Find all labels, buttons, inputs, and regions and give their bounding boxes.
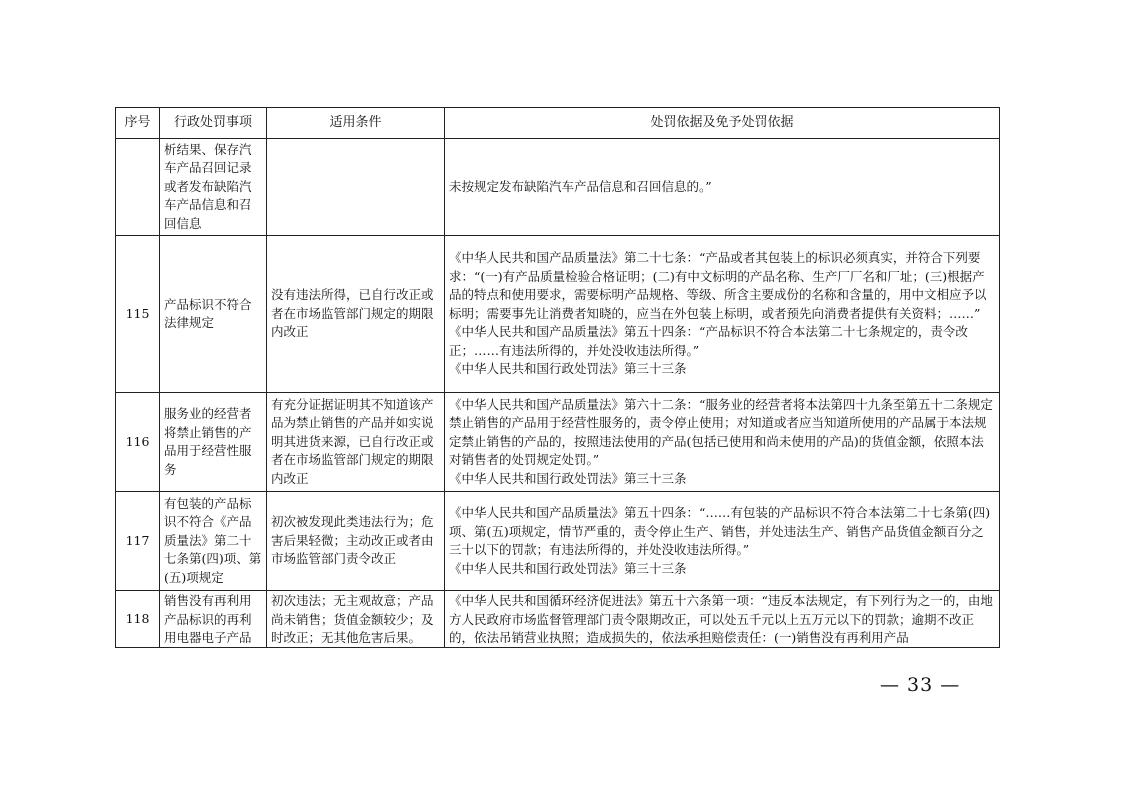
- header-penalty-item: 行政处罚事项: [160, 108, 267, 139]
- row-item: 析结果、保存汽车产品召回记录或者发布缺陷汽车产品信息和召回信息: [160, 139, 267, 236]
- table-row: [116, 393, 1000, 492]
- row-item: [160, 591, 267, 648]
- row-condition-text: 初次违法；无主观故意；产品尚未销售；货值金额较少；及时改正；无其他危害后果。: [271, 593, 434, 645]
- page-number: — 33 —: [880, 674, 961, 696]
- row-condition: [267, 591, 445, 648]
- basis-line: 《中华人民共和国产品质量法》第五十四条：“……有包装的产品标识不符合本法第二十七条第(四)项、第(五)项规定，情节严重的，责令停止生产、销售，并处违法生产、销售产品货值金额百分之三十以下的罚款；有违法所得的，并处没收违法所得。”: [449, 505, 991, 557]
- basis-line: 《中华人民共和国循环经济促进法》第五十六条第一项：“违反本法规定，有下列行为之一的，由地方人民政府市场监督管理部门责令限期改正，可以处五千元以上五万元以下的罚款；逾期不改正的，依法吊销营业执照；造成损失的，依法承担赔偿责任：(一)销售没有再利用产品: [449, 593, 993, 645]
- penalty-table: [115, 107, 1000, 648]
- basis-line: 《中华人民共和国行政处罚法》第三十三条: [449, 560, 687, 576]
- row-condition: 没有违法所得，已自行改正或者在市场监管部门规定的期限内改正: [267, 236, 445, 393]
- table-row: [116, 236, 1000, 393]
- row-number: 115: [116, 236, 160, 393]
- row-basis: [445, 236, 1000, 393]
- basis-line: 《中华人民共和国产品质量法》第二十七条：“产品或者其包装上的标识必须真实，并符合下列要求：“(一)有产品质量检验合格证明；(二)有中文标明的产品名称、生产厂厂名和厂址；(三)根据产品的特点和使用要求，需要标明产品规格、等级、所含主要成份的名称和含量的，用中文相应予以标明；需要事先让消费者知晓的，应当在外包装上标明，或者预先向消费者提供有关资料；……”: [449, 250, 987, 321]
- basis-line: 《中华人民共和国行政处罚法》第三十三条: [449, 470, 687, 486]
- basis-line: 《中华人民共和国产品质量法》第五十四条：“产品标识不符合本法第二十七条规定的，责令改正；……有违法所得的，并处没收违法所得。”: [449, 324, 968, 358]
- row-condition: [267, 139, 445, 236]
- table-row: [116, 139, 1000, 236]
- basis-line: 《中华人民共和国产品质量法》第六十二条：“服务业的经营者将本法第四十九条至第五十二条规定禁止销售的产品用于经营性服务的，责令停止使用；对知道或者应当知道所使用的产品属于本法规定禁止销售的产品的，按照违法使用的产品(包括已使用和尚未使用的产品)的货值金额，依照本法对销售者的处罚规定处罚。”: [449, 396, 993, 468]
- row-condition: 初次被发现此类违法行为；危害后果轻微；主动改正或者由市场监管部门责令改正: [267, 492, 445, 591]
- table-row: [116, 591, 1000, 648]
- row-basis: [445, 393, 1000, 492]
- row-item-text: 销售没有再利用产品标识的再利用电器电子产品: [164, 593, 252, 645]
- row-basis: [445, 591, 1000, 648]
- row-condition: 有充分证据证明其不知道该产品为禁止销售的产品并如实说明其进货来源，已自行改正或者在市场监管部门规定的期限内改正: [267, 393, 445, 492]
- header-conditions: 适用条件: [267, 108, 445, 139]
- table-row: [116, 492, 1000, 591]
- basis-line: 未按规定发布缺陷汽车产品信息和召回信息的。”: [449, 178, 712, 194]
- row-item: 产品标识不符合法律规定: [160, 236, 267, 393]
- row-number: 116: [116, 393, 160, 492]
- row-basis: [445, 492, 1000, 591]
- header-serial: 序号: [116, 108, 160, 139]
- table-header-row: [116, 108, 1000, 139]
- row-number: [116, 139, 160, 236]
- row-item: 有包装的产品标识不符合《产品质量法》第二十七条第(四)项、第(五)项规定: [160, 492, 267, 591]
- row-number: 118: [116, 591, 160, 648]
- header-basis: 处罚依据及免予处罚依据: [445, 108, 1000, 139]
- row-basis: [445, 139, 1000, 236]
- basis-line: 《中华人民共和国行政处罚法》第三十三条: [449, 361, 687, 377]
- row-number: 117: [116, 492, 160, 591]
- row-item: 服务业的经营者将禁止销售的产品用于经营性服务: [160, 393, 267, 492]
